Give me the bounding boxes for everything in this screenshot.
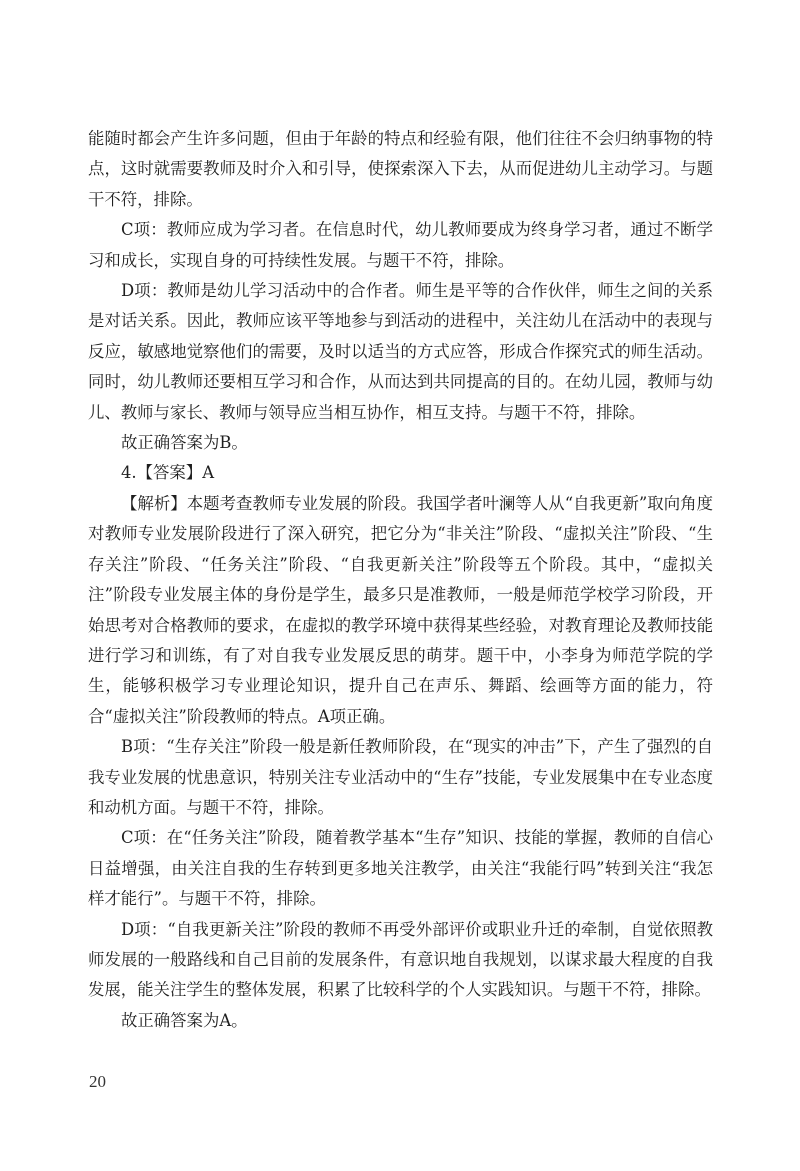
paragraph-continuation: 能随时都会产生许多问题，但由于年龄的特点和经验有限，他们往往不会归纳事物的特点，这时就需要教师及时介入和引导，使探索深入下去，从而促进幼儿主动学习。与题干不符，排除。 [88,129,713,209]
paragraph-answer-b: 故正确答案为B。 [121,433,248,453]
question-4-answer: 4.【答案】A [121,463,215,483]
paragraph-option-b: B项：“生存关注”阶段一般是新任教师阶段，在“现实的冲击”下，产生了强烈的自我专业发展的忧患意识，特别关注专业活动中的“生存”技能，专业发展集中在专业态度和动机方面。与题干不符，排除。 [88,737,713,817]
body-text [88,124,713,1036]
page-number: 20 [89,1072,106,1091]
paragraph-analysis: 【解析】本题考查教师专业发展的阶段。我国学者叶澜等人从“自我更新”取向角度对教师专业发展阶段进行了深入研究，把它分为“非关注”阶段、“虚拟关注”阶段、“生存关注”阶段、“任务关注”阶段、“自我更新关注”阶段等五个阶段。其中，“虚拟关注”阶段专业发展主体的身份是学生，最多只是准教师，一般是师范学校学习阶段，开始思考对合格教师的要求，在虚拟的教学环境中获得某些经验，对教育理论及教师技能进行学习和训练，有了对自我专业发展反思的萌芽。题干中，小李身为师范学院的学生，能够积极学习专业理论知识，提升自己在声乐、舞蹈、绘画等方面的能力，符合“虚拟关注”阶段教师的特点。A项正确。 [88,493,713,726]
paragraph-answer-a: 故正确答案为A。 [121,1010,248,1030]
paragraph-option-d-2: D项：“自我更新关注”阶段的教师不再受外部评价或职业升迁的牵制，自觉依照教师发展的一般路线和自己目前的发展条件，有意识地自我规划，以谋求最大程度的自我发展，能关注学生的整体发展，积累了比较科学的个人实践知识。与题干不符，排除。 [88,919,713,1000]
paragraph-option-c: C项：教师应成为学习者。在信息时代，幼儿教师要成为终身学习者，通过不断学习和成长，实现自身的可持续性发展。与题干不符，排除。 [88,220,713,270]
paragraph-option-c-2: C项：在“任务关注”阶段，随着教学基本“生存”知识、技能的掌握，教师的自信心日益增强，由关注自我的生存转到更多地关注教学，由关注“我能行吗”转到关注“我怎样才能行”。与题干不符，排除。 [88,828,713,909]
paragraph-option-d: D项：教师是幼儿学习活动中的合作者。师生是平等的合作伙伴，师生之间的关系是对话关系。因此，教师应该平等地参与到活动的进程中，关注幼儿在活动中的表现与反应，敏感地觉察他们的需要，及时以适当的方式应答，形成合作探究式的师生活动。同时，幼儿教师还要相互学习和合作，从而达到共同提高的目的。在幼儿园，教师与幼儿、教师与家长、教师与领导应当相互协作，相互支持。与题干不符，排除。 [88,281,713,422]
